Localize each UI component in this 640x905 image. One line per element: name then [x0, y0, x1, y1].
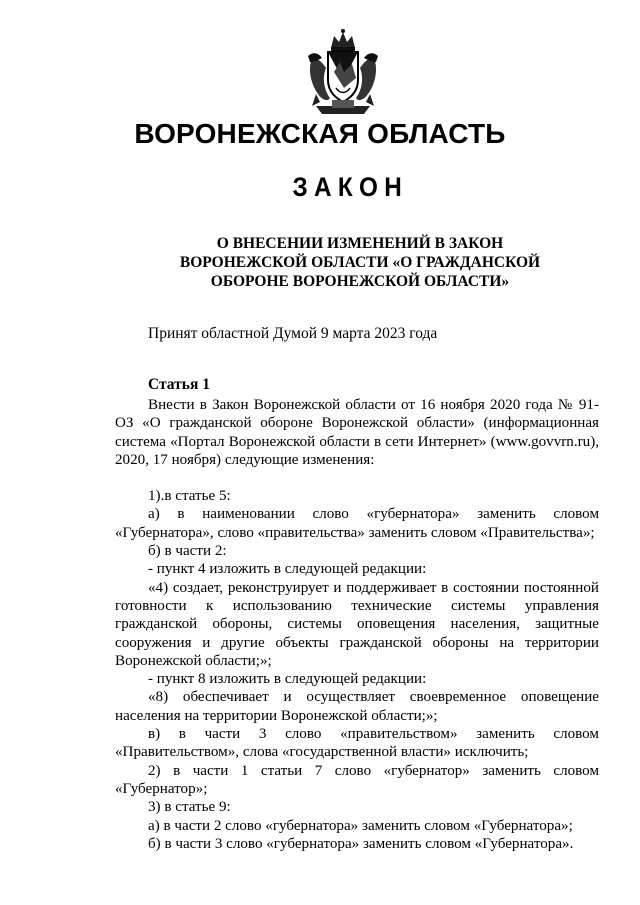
article-item: а) в части 2 слово «губернатора» заменить словом «Губернатора»;	[148, 817, 573, 834]
law-title	[110, 234, 610, 291]
article-item: 1).в статье 5:	[148, 488, 231, 505]
law-title-line: ВОРОНЕЖСКОЙ ОБЛАСТИ «О ГРАЖДАНСКОЙ	[179, 254, 541, 271]
article-item: а) в наименовании слово «губернатора» заменить словом «Губернатора», слово «правительства» заменить словом «Правительства»;	[115, 506, 599, 541]
article-body	[115, 396, 599, 853]
law-title-line: ОБОРОНЕ ВОРОНЕЖСКОЙ ОБЛАСТИ»	[210, 273, 510, 290]
coat-of-arms-icon	[298, 28, 388, 118]
article-heading: Статья 1	[148, 376, 210, 393]
article-item: 2) в части 1 статьи 7 слово «губернатор» заменить словом «Губернатор»;	[115, 762, 599, 797]
article-item: - пункт 4 изложить в следующей редакции:	[148, 561, 427, 578]
article-item: «8) обеспечивает и осуществляет своевременное оповещение населения на территории Воронежской области;»;	[115, 689, 599, 724]
law-title-line: О ВНЕСЕНИИ ИЗМЕНЕНИЙ В ЗАКОН	[216, 235, 504, 252]
article-intro: Внести в Закон Воронежской области от 16 ноября 2020 года № 91-ОЗ «О гражданской обороне Воронежской области» (информационная система «Портал Воронежской области в сети Интернет» (www.govvrn.ru), 2020, 17 ноября) следующие изменения:	[115, 397, 599, 468]
article-item: 3) в статье 9:	[148, 799, 231, 816]
article-item: б) в части 2:	[148, 543, 227, 560]
article-item: «4) создает, реконструирует и поддерживает в состоянии постоянной готовности к использованию технические системы управления гражданской обороны, системы оповещения населения, защитные сооружения и другие объекты гражданской обороны на территории Воронежской области;»;	[115, 579, 599, 669]
article-item: - пункт 8 изложить в следующей редакции:	[148, 671, 427, 688]
document-type: ЗАКОН	[292, 172, 409, 202]
adoption-note: Принят областной Думой 9 марта 2023 года	[148, 325, 438, 342]
article-item: б) в части 3 слово «губернатора» заменить словом «Губернатора».	[148, 835, 574, 852]
article-item: в) в части 3 слово «правительством» заменить словом «Правительством», слова «государственной власти» исключить;	[115, 726, 599, 761]
region-name: ВОРОНЕЖСКАЯ ОБЛАСТЬ	[134, 118, 506, 149]
